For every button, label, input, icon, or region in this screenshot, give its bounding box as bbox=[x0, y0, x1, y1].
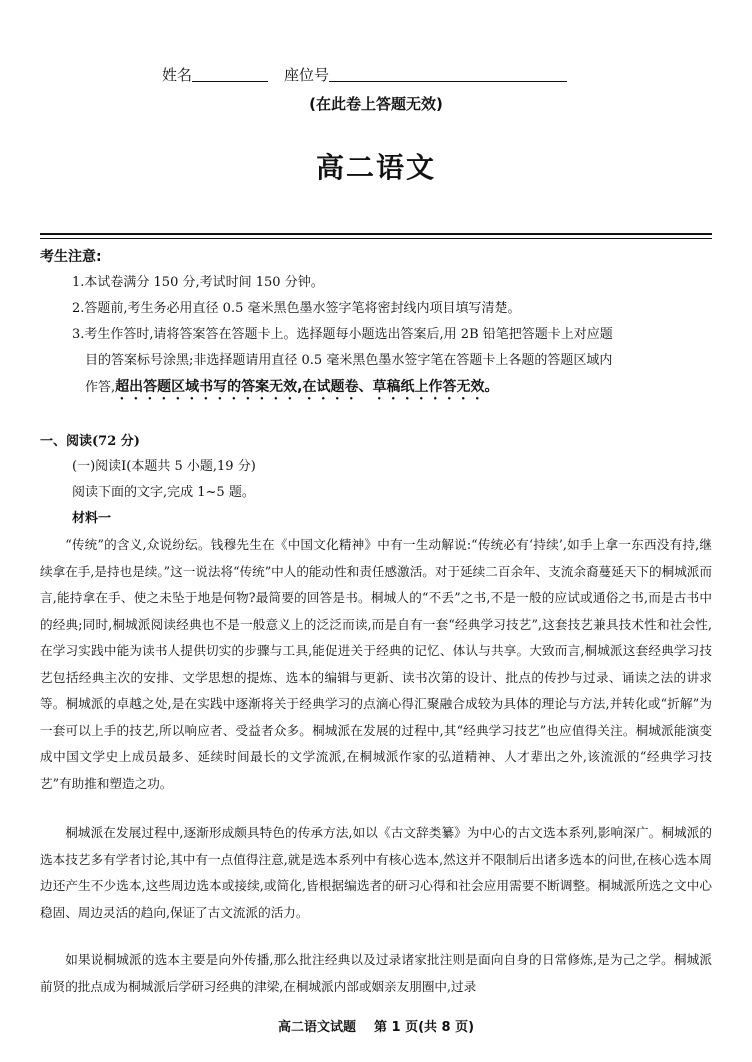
notes-heading: 考生注意: bbox=[40, 249, 102, 265]
invalid-notice: (在此卷上答题无效) bbox=[309, 95, 443, 113]
note-item-3 bbox=[72, 322, 712, 403]
note-item-3-emphasis: 超出答题区域书写的答案无效,在试题卷、草稿纸上作答无效。 bbox=[115, 379, 499, 395]
note-item-1: 1.本试卷满分 150 分,考试时间 150 分钟。 bbox=[72, 275, 324, 290]
paragraph-1: “传统”的含义,众说纷纭。钱穆先生在《中国文化精神》中有一生动解说:“传统必有‘持续’,如手上拿一东西没有持,继续拿在手,是持也是续。”这一说法将“传统”中人的能动性和责任感激活。对于延续二百余年、支流余裔蔓延天下的桐城派而言,能持拿在手、使之未坠于地是何物?最简要的回答是书。桐城人的“不丢”之书,不是一般的应试或通俗之书,而是古书中的经典;同时,桐城派阅读经典也不是一般意义上的泛泛而读,而是自有一套“经典学习技艺”,这套技艺兼具技术性和社会性,在学习实践中能为读书人提供切实的步骤与工具,能促进关于经典的记忆、体认与共享。大致而言,桐城派这套经典学习技艺包括经典主次的安排、文学思想的提炼、选本的编辑与更新、读书次第的设计、批点的传抄与过录、诵读之法的讲求等。桐城派的卓越之处,是在实践中逐渐将关于经典学习的点滴心得汇聚融合成较为具体的理论与方法,并转化或“折解”为一套可以上手的技艺,所以响应者、受益者众多。桐城派在发展的过程中,其“经典学习技艺”也应值得关注。桐城派能演变成中国文学史上成员最多、延续时间最长的文学流派,在桐城派作家的弘道精神、人才辈出之外,该流派的“经典学习技艺”有助推和塑造之功。 bbox=[40, 537, 712, 791]
page-footer bbox=[0, 1016, 752, 1035]
divider-thin bbox=[40, 238, 712, 239]
material-label: 材料一 bbox=[72, 511, 112, 526]
seat-label: 座位号 bbox=[284, 66, 330, 84]
paragraph-2: 桐城派在发展过程中,逐渐形成颇具特色的传承方法,如以《古文辞类纂》为中心的古文选本系列,影响深广。桐城派的选本技艺多有学者讨论,其中有一点值得注意,就是选本系列中有核心选本,然这并不限制后出诸多选本的问世,在核心选本周边还产生不少选本,这些周边选本或接续,或简化,皆根据编选者的研习心得和社会应用需要不断调整。桐城派所选之文中心稳固、周边灵活的趋向,保证了古文流派的活力。 bbox=[40, 825, 712, 920]
seat-blank bbox=[329, 67, 567, 82]
reading-instruction: 阅读下面的文字,完成 1~5 题。 bbox=[72, 485, 255, 500]
section-subheading: (一)阅读Ⅰ(本题共 5 小题,19 分) bbox=[72, 459, 256, 474]
note-item-2: 2.答题前,考生务必用直径 0.5 毫米黑色墨水签字笔将密封线内项目填写清楚。 bbox=[72, 301, 521, 316]
name-blank bbox=[192, 67, 268, 82]
note-item-3-line-2: 目的答案标号涂黑;非选择题请用直径 0.5 毫米黑色墨水签字笔在答题卡上各题的答题区域内 bbox=[85, 353, 613, 368]
candidate-info-line bbox=[162, 66, 602, 84]
name-label: 姓名 bbox=[162, 66, 193, 84]
section-heading: 一、阅读(72 分) bbox=[40, 434, 140, 449]
note-item-3-line-1: 3.考生作答时,请将答案答在答题卡上。选择题每小题选出答案后,用 2B 铅笔把答题卡上对应题 bbox=[72, 327, 613, 342]
paragraph-3: 如果说桐城派的选本主要是向外传播,那么批注经典以及过录诸家批注则是面向自身的日常修炼,是为己之学。桐城派前贤的批点成为桐城派后学研习经典的津梁,在桐城派内部或姻亲友朋圈中,过录 bbox=[40, 952, 712, 994]
footer-page-info: 第 1 页(共 8 页) bbox=[373, 1020, 475, 1035]
page-title: 高二语文 bbox=[315, 151, 436, 184]
note-item-3-plain: 作答, bbox=[85, 380, 116, 395]
footer-exam-name: 高二语文试题 bbox=[277, 1020, 356, 1035]
divider-thick bbox=[40, 233, 712, 235]
note-item-3-line-3 bbox=[72, 374, 712, 403]
